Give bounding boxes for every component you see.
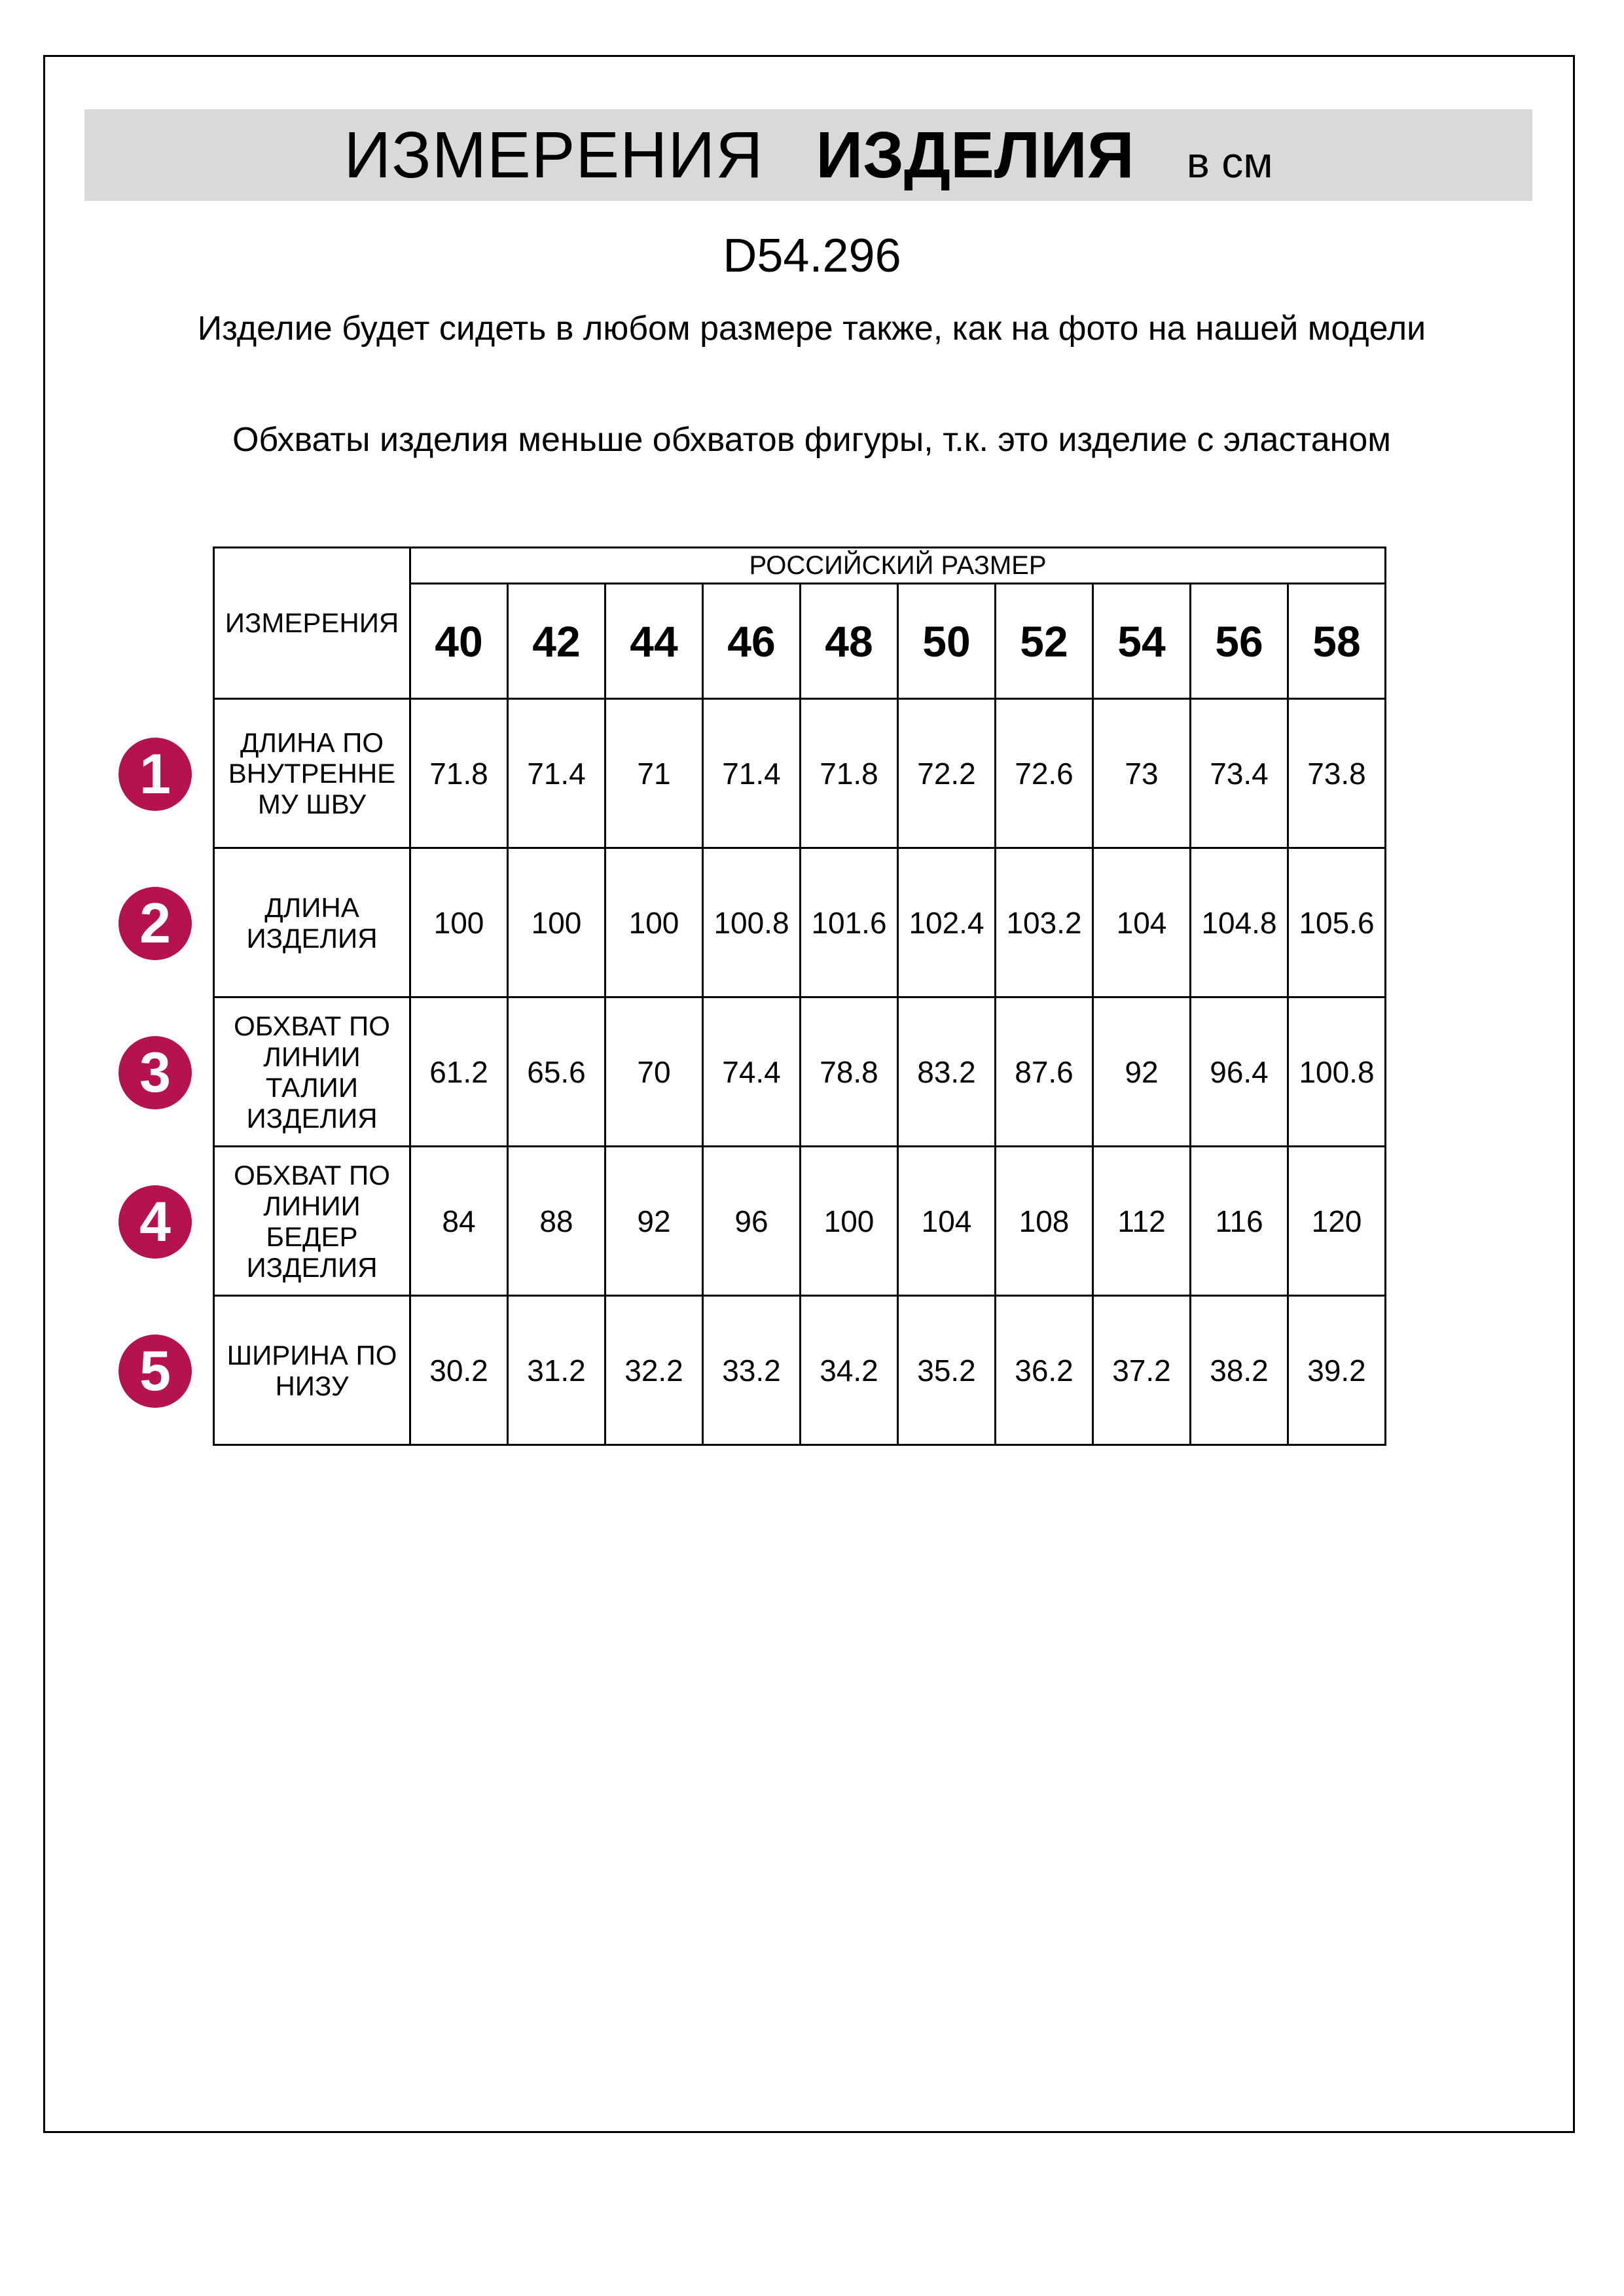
table-cell: 100	[508, 848, 605, 997]
size-table	[213, 547, 1386, 1446]
table-cell: 112	[1093, 1147, 1191, 1296]
table-cell: 87.6	[996, 997, 1093, 1147]
table-cell: 71	[605, 699, 703, 848]
table-cell: 65.6	[508, 997, 605, 1147]
table-cell: 72.6	[996, 699, 1093, 848]
row-label: ШИРИНА ПО НИЗУ	[214, 1296, 410, 1445]
russian-size-header: РОССИЙСКИЙ РАЗМЕР	[410, 548, 1386, 584]
table-cell: 96	[703, 1147, 801, 1296]
table-cell: 100.8	[1288, 997, 1386, 1147]
table-cell: 39.2	[1288, 1296, 1386, 1445]
table-cell: 73.4	[1191, 699, 1288, 848]
table-cell: 104.8	[1191, 848, 1288, 997]
table-cell: 120	[1288, 1147, 1386, 1296]
table-cell: 72.2	[898, 699, 996, 848]
measurements-header: ИЗМЕРЕНИЯ	[214, 548, 410, 699]
table-row	[214, 997, 1386, 1147]
page-title	[84, 109, 1532, 201]
table-body	[214, 699, 1386, 1445]
table-cell: 31.2	[508, 1296, 605, 1445]
fit-note: Изделие будет сидеть в любом размере также, как на фото на нашей модели	[197, 310, 1426, 348]
table-cell: 71.8	[801, 699, 898, 848]
elastane-note: Обхваты изделия меньше обхватов фигуры, т.к. это изделие с эластаном	[232, 421, 1392, 459]
row-label: ДЛИНА ПО ВНУТРЕННЕ МУ ШВУ	[214, 699, 410, 848]
table-cell: 33.2	[703, 1296, 801, 1445]
title-word-measurements: ИЗМЕРЕНИЯ	[344, 118, 764, 192]
table-cell: 100.8	[703, 848, 801, 997]
table-cell: 100	[801, 1147, 898, 1296]
table-cell: 32.2	[605, 1296, 703, 1445]
table-cell: 71.4	[703, 699, 801, 848]
row-number-badge: 2	[118, 887, 192, 960]
table-cell: 30.2	[410, 1296, 508, 1445]
size-header-cell: 54	[1093, 584, 1191, 699]
table-cell: 104	[1093, 848, 1191, 997]
size-header-cell: 56	[1191, 584, 1288, 699]
size-header-cell: 42	[508, 584, 605, 699]
row-number-badge: 1	[118, 738, 192, 811]
table-cell: 37.2	[1093, 1296, 1191, 1445]
row-number-badge: 5	[118, 1335, 192, 1408]
table-cell: 73.8	[1288, 699, 1386, 848]
table-cell: 96.4	[1191, 997, 1288, 1147]
table-cell: 108	[996, 1147, 1093, 1296]
title-unit: в см	[1186, 138, 1273, 187]
table-cell: 100	[605, 848, 703, 997]
row-label: ДЛИНА ИЗДЕЛИЯ	[214, 848, 410, 997]
row-number-badge: 3	[118, 1036, 192, 1109]
table-cell: 70	[605, 997, 703, 1147]
size-header-cell: 40	[410, 584, 508, 699]
table-cell: 83.2	[898, 997, 996, 1147]
table-cell: 36.2	[996, 1296, 1093, 1445]
title-word-product: ИЗДЕЛИЯ	[816, 118, 1134, 192]
table-cell: 35.2	[898, 1296, 996, 1445]
row-number-badge: 4	[118, 1185, 192, 1259]
row-label: ОБХВАТ ПО ЛИНИИ БЕДЕР ИЗДЕЛИЯ	[214, 1147, 410, 1296]
table-cell: 116	[1191, 1147, 1288, 1296]
table-row	[214, 699, 1386, 848]
size-header-cell: 52	[996, 584, 1093, 699]
table-row	[214, 1296, 1386, 1445]
table-cell: 84	[410, 1147, 508, 1296]
table-cell: 104	[898, 1147, 996, 1296]
size-header-cell: 50	[898, 584, 996, 699]
table-cell: 92	[1093, 997, 1191, 1147]
table-cell: 74.4	[703, 997, 801, 1147]
table-cell: 105.6	[1288, 848, 1386, 997]
table-cell: 73	[1093, 699, 1191, 848]
size-header-cell: 48	[801, 584, 898, 699]
table-cell: 61.2	[410, 997, 508, 1147]
table-cell: 100	[410, 848, 508, 997]
table-row	[214, 1147, 1386, 1296]
table-cell: 71.4	[508, 699, 605, 848]
table-cell: 103.2	[996, 848, 1093, 997]
table-cell: 34.2	[801, 1296, 898, 1445]
article-number: D54.296	[723, 230, 901, 282]
size-header-cell: 46	[703, 584, 801, 699]
table-cell: 78.8	[801, 997, 898, 1147]
size-header-cell: 58	[1288, 584, 1386, 699]
table-cell: 71.8	[410, 699, 508, 848]
table-cell: 88	[508, 1147, 605, 1296]
table-cell: 101.6	[801, 848, 898, 997]
size-header-cell: 44	[605, 584, 703, 699]
row-label: ОБХВАТ ПО ЛИНИИ ТАЛИИ ИЗДЕЛИЯ	[214, 997, 410, 1147]
table-cell: 102.4	[898, 848, 996, 997]
table-cell: 38.2	[1191, 1296, 1288, 1445]
table-row	[214, 848, 1386, 997]
table-cell: 92	[605, 1147, 703, 1296]
